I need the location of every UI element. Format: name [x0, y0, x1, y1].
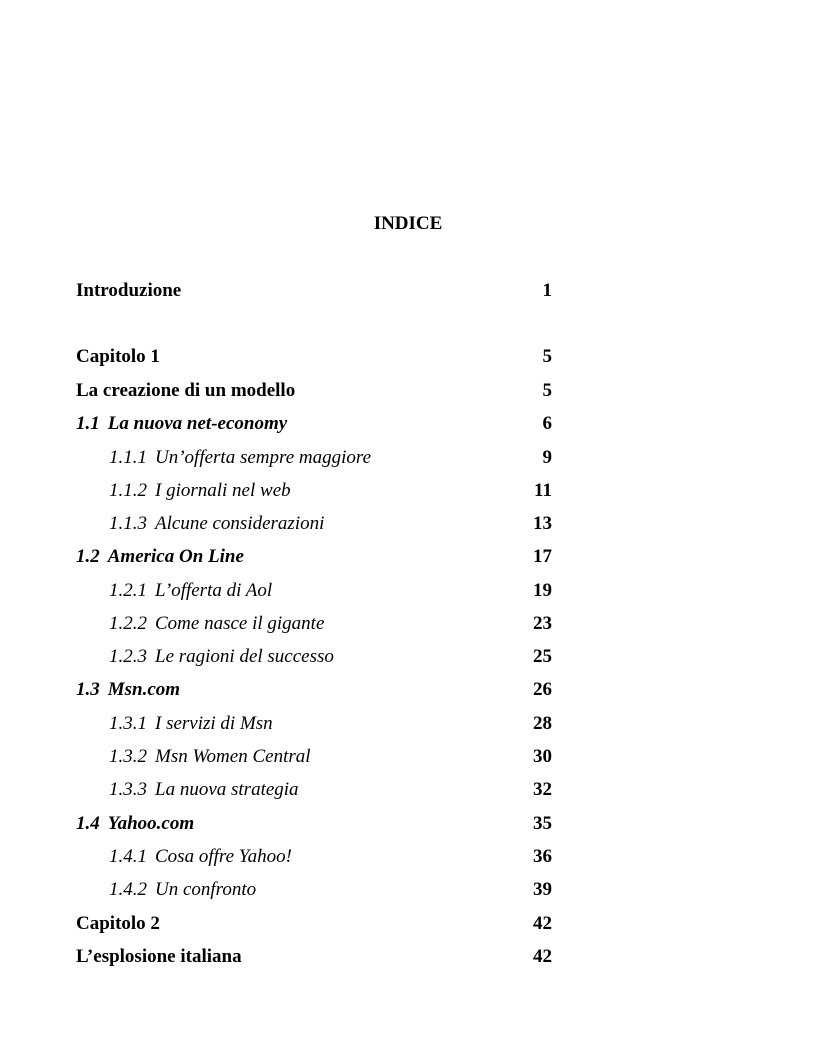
toc-entry-title: Msn Women Central: [155, 746, 311, 767]
toc-entry-title: La nuova strategia: [155, 779, 299, 800]
toc-entry-page: 17: [533, 546, 552, 567]
toc-entry-title: I giornali nel web: [155, 480, 291, 501]
toc-entry-label: [109, 612, 324, 636]
toc-entry-capitolo-2[interactable]: [76, 912, 552, 936]
toc-entry-subsection[interactable]: [76, 712, 552, 736]
toc-entry-number: 1.1.2: [109, 480, 147, 501]
toc-entry-label: [76, 545, 244, 569]
toc-entry-title: La nuova net-economy: [107, 413, 288, 434]
toc-entry-title: I servizi di Msn: [155, 713, 273, 734]
toc-entry-title: L’offerta di Aol: [155, 580, 273, 601]
toc-entry-title: Yahoo.com: [107, 813, 195, 834]
toc-entry-page: 28: [533, 713, 552, 734]
toc-entry-label: [109, 512, 324, 536]
toc-entry-label: [109, 446, 371, 470]
toc-entry-label: [109, 712, 273, 736]
toc-entry-title: Cosa offre Yahoo!: [155, 846, 292, 867]
toc-entry-page: 25: [533, 646, 552, 667]
toc-entry-number: 1.1.3: [109, 513, 147, 534]
toc-entry-page: 11: [534, 480, 552, 501]
toc-entry-title: Capitolo 1: [76, 346, 160, 367]
toc-entry-label: [109, 878, 256, 902]
toc-entry-page: 5: [542, 380, 552, 401]
toc-entry-page: 36: [533, 846, 552, 867]
toc-entry-title: L’esplosione italiana: [76, 946, 242, 967]
toc-entry-subsection[interactable]: [76, 778, 552, 802]
toc-entry-subsection[interactable]: [76, 745, 552, 769]
toc-entry-subsection[interactable]: [76, 579, 552, 603]
toc-entry-capitolo-1[interactable]: [76, 345, 552, 369]
toc-entry-page: 32: [533, 779, 552, 800]
toc-entry-number: 1.4.1: [109, 846, 147, 867]
toc-entry-page: 6: [542, 413, 552, 434]
toc-entry-label: [109, 845, 292, 869]
toc-entry-number: 1.3.1: [109, 713, 147, 734]
toc-entry-number: 1.2.2: [109, 613, 147, 634]
toc-entry-page: 9: [542, 447, 552, 468]
toc-entry-label: [109, 778, 299, 802]
toc-entry-title: Un confronto: [155, 879, 257, 900]
toc-entry-subsection[interactable]: [76, 479, 552, 503]
toc-entry-page: 13: [533, 513, 552, 534]
toc-entry-title: Un’offerta sempre maggiore: [155, 447, 372, 468]
toc-entry-number: 1.2: [76, 546, 100, 567]
page-title: INDICE: [373, 213, 443, 234]
toc-entry-number: 1.1.1: [109, 447, 147, 468]
toc-entry-title: Come nasce il gigante: [155, 613, 325, 634]
toc-entry-label: [76, 412, 287, 436]
toc-entry-section[interactable]: [76, 678, 552, 702]
toc-entry-introduzione[interactable]: [76, 279, 552, 303]
toc-entry-subsection[interactable]: [76, 512, 552, 536]
toc-entry-number: 1.3.3: [109, 779, 147, 800]
toc-entry-number: 1.4: [76, 813, 100, 834]
toc-entry-title: America On Line: [107, 546, 244, 567]
toc-entry-number: 1.2.1: [109, 580, 147, 601]
toc-entry-page: 23: [533, 613, 552, 634]
toc-entry-page: 35: [533, 813, 552, 834]
toc-entry-subsection[interactable]: [76, 612, 552, 636]
toc-entry-label: [109, 745, 311, 769]
toc-entry-label: [109, 479, 291, 503]
toc-entry-title: La creazione di un modello: [76, 380, 296, 401]
toc-entry-page: 42: [533, 913, 552, 934]
toc-entry-number: 1.3: [76, 679, 100, 700]
toc-entry-page: 5: [542, 346, 552, 367]
toc-entry-subsection[interactable]: [76, 878, 552, 902]
toc-entry-number: 1.1: [76, 413, 100, 434]
toc-entry-label: [76, 678, 180, 702]
toc-entry-number: 1.4.2: [109, 879, 147, 900]
toc-entry-label: [109, 645, 334, 669]
toc-entry-title: Le ragioni del successo: [155, 646, 334, 667]
toc-entry-subsection[interactable]: [76, 845, 552, 869]
toc-entry-chapter-title[interactable]: [76, 945, 552, 969]
toc-entry-subsection[interactable]: [76, 645, 552, 669]
toc-entry-page: 26: [533, 679, 552, 700]
toc-entry-section[interactable]: [76, 812, 552, 836]
toc-entry-page: 1: [542, 280, 552, 301]
toc-entry-title: Alcune considerazioni: [155, 513, 325, 534]
toc-entry-page: 42: [533, 946, 552, 967]
toc-entry-page: 30: [533, 746, 552, 767]
toc-entry-page: 19: [533, 580, 552, 601]
toc-entry-subsection[interactable]: [76, 446, 552, 470]
toc-entry-chapter-title[interactable]: [76, 379, 552, 403]
toc-entry-number: 1.3.2: [109, 746, 147, 767]
toc-entry-section[interactable]: [76, 545, 552, 569]
toc-entry-number: 1.2.3: [109, 646, 147, 667]
toc-entry-title: Msn.com: [107, 679, 181, 700]
toc-entry-label: [109, 579, 272, 603]
toc-entry-title: Introduzione: [76, 280, 182, 301]
toc-entry-section[interactable]: [76, 412, 552, 436]
toc-entry-title: Capitolo 2: [76, 913, 160, 934]
toc-entry-page: 39: [533, 879, 552, 900]
toc-entry-label: [76, 812, 194, 836]
